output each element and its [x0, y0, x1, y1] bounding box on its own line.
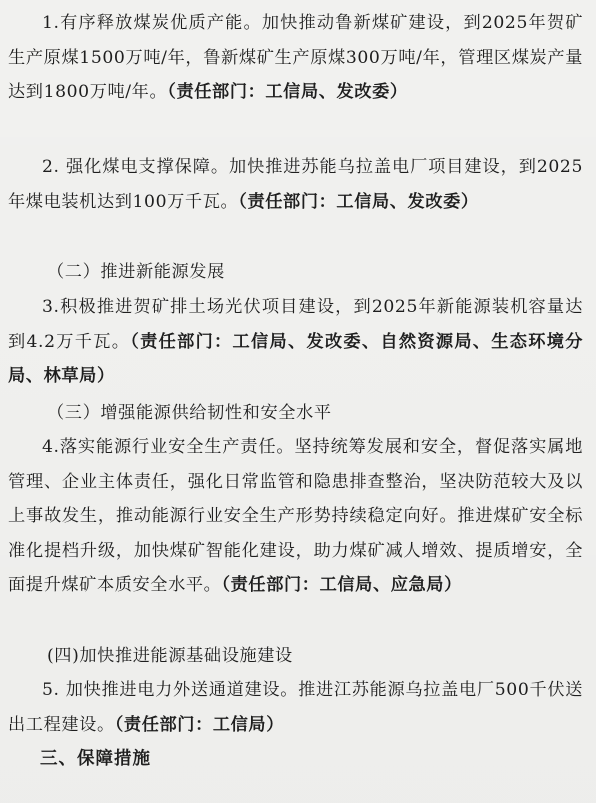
paragraph-5-responsibility: （责任部门：工信局） — [114, 714, 285, 735]
paragraph-1-responsibility: （责任部门：工信局、发改委） — [167, 82, 408, 102]
paragraph-5 — [8, 673, 583, 742]
paragraph-2 — [8, 150, 583, 219]
paragraph-3-responsibility: （责任部门：工信局、发改委、自然资源局、生态环境分局、林草局） — [8, 331, 584, 386]
subheading-energy-security: （三）增强能源供给韧性和安全水平 — [47, 403, 332, 423]
paragraph-4-text: 4.落实能源行业安全生产责任。坚持统筹发展和安全，督促落实属地管理、企业主体责任，强化日常监管和隐患排查整治，坚决防范较大及以上事故发生，推动能源行业安全生产形势持续稳定向好。推进煤矿安全标准化提档升级，加快煤矿智能化建设，助力煤矿减人增效、提质增安，全面提升煤矿本质安全水平。 — [8, 437, 583, 595]
section-heading-safeguards: 三、保障措施 — [40, 749, 151, 769]
paragraph-2-text: 2. 强化煤电支撑保障。加快推进苏能乌拉盖电厂项目建设，到2025年煤电装机达到100万千瓦。 — [8, 157, 583, 212]
paragraph-3 — [8, 290, 583, 394]
paragraph-1 — [8, 6, 583, 110]
paragraph-1-text: 1.有序释放煤炭优质产能。加快推动鲁新煤矿建设，到2025年贺矿生产原煤1500万吨/年，鲁新煤矿生产原煤300万吨/年，管理区煤炭产量达到1800万吨/年。 — [8, 13, 583, 102]
subheading-new-energy: （二）推进新能源发展 — [47, 262, 225, 282]
paragraph-3-text: 3.积极推进贺矿排土场光伏项目建设，到2025年新能源装机容量达到4.2万千瓦。 — [8, 297, 583, 352]
paragraph-4-responsibility: （责任部门：工信局、应急局） — [221, 575, 462, 595]
paragraph-4 — [8, 430, 583, 603]
paragraph-2-responsibility: （责任部门：工信局、发改委） — [238, 191, 479, 212]
paragraph-5-text: 5. 加快推进电力外送通道建设。推进江苏能源乌拉盖电厂500千伏送出工程建设。 — [8, 680, 583, 735]
subheading-infrastructure: (四)加快推进能源基础设施建设 — [47, 646, 293, 666]
